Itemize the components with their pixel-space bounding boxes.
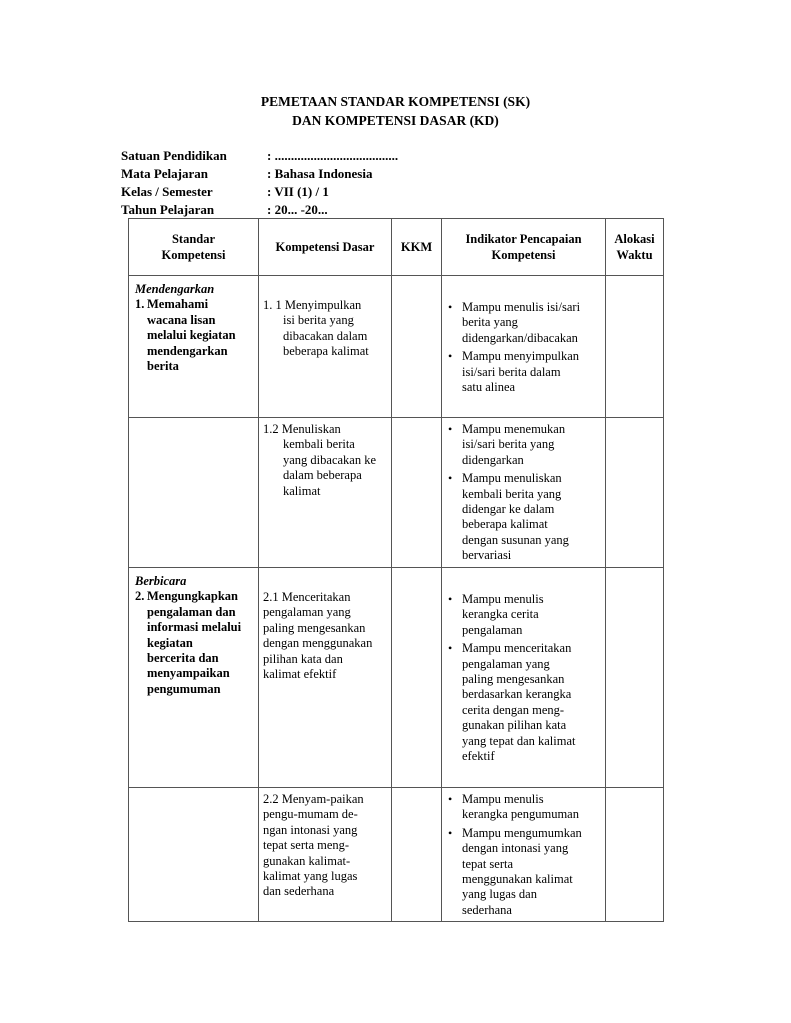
table-row: [129, 788, 664, 922]
standard-text: Mengungkapkan: [147, 589, 239, 604]
indicator-text-line: pengalaman yang: [462, 656, 550, 671]
table-header-row: [129, 219, 664, 276]
indicator-text-line: Mampu menuliskan: [462, 471, 562, 486]
standard-text-line: [135, 297, 254, 312]
kd-text-line: gunakan kalimat-: [263, 853, 351, 868]
header-text: Indikator Pencapaian: [465, 232, 582, 246]
info-label: Mata Pelajaran: [121, 166, 209, 181]
kd-heading: 1.2 Menuliskan: [263, 422, 341, 436]
info-row-satuan-pendidikan: [121, 148, 398, 164]
kd-text-line: dibacakan dalam: [283, 328, 368, 343]
indicator-text-line: kerangka cerita: [462, 607, 539, 622]
indicator-item: [444, 422, 601, 468]
indicator-text-line: efektif: [462, 749, 495, 764]
kd-text-line: kalimat yang lugas: [263, 869, 358, 884]
cell-alokasi-waktu: [606, 276, 664, 418]
bullet-icon: •: [448, 349, 453, 364]
header-text: Kompetensi Dasar: [275, 240, 375, 254]
bullet-icon: •: [448, 300, 453, 314]
indicator-text-line: dengan susunan yang: [462, 532, 569, 547]
kd-text-line: dan sederhana: [263, 884, 335, 899]
indicator-text-line: Mampu menceritakan: [462, 641, 572, 656]
indicator-list: [444, 592, 601, 764]
header-kkm: [392, 219, 442, 276]
kd-text-line: tepat serta meng-: [263, 838, 350, 853]
indicator-text-line: didengarkan: [462, 452, 524, 467]
header-text: KKM: [400, 240, 433, 254]
kd-text-line: paling mengesankan: [263, 620, 366, 635]
section-label: Berbicara: [135, 574, 187, 588]
indicator-text-line: cerita dengan meng-: [462, 702, 565, 717]
indicator-item: [444, 792, 601, 823]
indicator-item: [444, 349, 601, 395]
indicator-text-line: yang lugas dan: [462, 887, 537, 902]
kd-text-line: yang dibacakan ke: [283, 452, 377, 467]
indicator-text-line: didengar ke dalam: [462, 502, 555, 517]
info-value: : ......................................: [267, 148, 399, 163]
kd-text-line: isi berita yang: [283, 313, 354, 328]
header-standar-kompetensi: [129, 219, 259, 276]
standard-text-line: [135, 589, 254, 604]
table-row: [129, 276, 664, 418]
indicator-text-line: dengan intonasi yang: [462, 841, 569, 856]
bullet-icon: •: [448, 641, 453, 656]
header-indikator: [442, 219, 606, 276]
kd-text-line: beberapa kalimat: [283, 344, 369, 359]
cell-indikator: [442, 418, 606, 568]
kd-text-line: dengan menggunakan: [263, 636, 373, 651]
header-text: Kompetensi: [491, 248, 556, 262]
cell-kkm: [392, 418, 442, 568]
cell-kompetensi-dasar: [259, 788, 392, 922]
info-value: : 20... -20...: [267, 202, 328, 217]
table-row: [129, 568, 664, 788]
indicator-text-line: pengalaman: [462, 622, 523, 637]
info-value: : VII (1) / 1: [267, 184, 329, 199]
header-text: Waktu: [616, 248, 653, 262]
bullet-icon: •: [448, 825, 453, 840]
standard-number: 2.: [135, 589, 145, 604]
indicator-text-line: isi/sari berita yang: [462, 437, 555, 452]
indicator-text-line: isi/sari berita dalam: [462, 364, 561, 379]
standard-text-line: bercerita dan: [147, 651, 219, 666]
info-row-tahun-pelajaran: [121, 202, 328, 218]
info-row-kelas-semester: [121, 184, 329, 200]
indicator-text-line: Mampu menulis isi/sari: [462, 300, 581, 314]
indicator-text-line: Mampu menulis: [462, 792, 544, 806]
indicator-text-line: berita yang: [462, 315, 518, 330]
indicator-text-line: bervariasi: [462, 548, 512, 563]
indicator-item: [444, 826, 601, 918]
cell-kompetensi-dasar: [259, 418, 392, 568]
indicator-text-line: gunakan pilihan kata: [462, 718, 567, 733]
standard-text-line: berita: [147, 359, 179, 374]
kd-text-line: kembali berita: [283, 437, 355, 452]
standard-text-line: pengumuman: [147, 681, 221, 696]
indicator-item: [444, 471, 601, 563]
document-title-line-2: DAN KOMPETENSI DASAR (KD): [292, 113, 499, 128]
standard-text-line: melalui kegiatan: [147, 328, 236, 343]
cell-kompetensi-dasar: [259, 276, 392, 418]
cell-kkm: [392, 788, 442, 922]
cell-alokasi-waktu: [606, 418, 664, 568]
standard-text-line: menyampaikan: [147, 666, 230, 681]
bullet-icon: •: [448, 422, 453, 436]
standard-text-line: mendengarkan: [147, 343, 228, 358]
indicator-item: [444, 300, 601, 346]
bullet-icon: •: [448, 592, 453, 606]
cell-standar-kompetensi: [129, 788, 259, 922]
cell-indikator: [442, 568, 606, 788]
info-row-mata-pelajaran: [121, 166, 372, 182]
cell-kkm: [392, 276, 442, 418]
bullet-icon: •: [448, 792, 453, 806]
standard-text-line: wacana lisan: [147, 312, 216, 327]
indicator-text-line: tepat serta: [462, 856, 514, 871]
header-alokasi-waktu: [606, 219, 664, 276]
header-text: Alokasi: [614, 232, 655, 246]
indicator-text-line: didengarkan/dibacakan: [462, 330, 578, 345]
indicator-text-line: Mampu menulis: [462, 592, 544, 606]
kd-text-line: pengu-mumam de-: [263, 807, 358, 822]
cell-standar-kompetensi: [129, 568, 259, 788]
cell-alokasi-waktu: [606, 568, 664, 788]
kd-heading: 2.1 Menceritakan: [263, 590, 351, 604]
section-label: Mendengarkan: [135, 282, 215, 296]
indicator-text-line: sederhana: [462, 902, 512, 917]
cell-indikator: [442, 788, 606, 922]
indicator-item: [444, 641, 601, 764]
info-value: : Bahasa Indonesia: [267, 166, 373, 181]
indicator-text-line: satu alinea: [462, 380, 516, 395]
indicator-text-line: Mampu mengumumkan: [462, 825, 582, 840]
cell-standar-kompetensi: [129, 276, 259, 418]
indicator-list: [444, 792, 601, 918]
indicator-text-line: Mampu menemukan: [462, 422, 566, 436]
indicator-text-line: beberapa kalimat: [462, 517, 548, 532]
indicator-text-line: kerangka pengumuman: [462, 807, 579, 822]
kd-text-line: kalimat efektif: [263, 667, 337, 682]
kd-heading: 1. 1 Menyimpulkan: [263, 298, 362, 312]
cell-standar-kompetensi: [129, 418, 259, 568]
indicator-text-line: menggunakan kalimat: [462, 872, 573, 887]
indicator-list: [444, 422, 601, 564]
kd-text-line: pengalaman yang: [263, 605, 351, 620]
indicator-text-line: yang tepat dan kalimat: [462, 733, 576, 748]
cell-indikator: [442, 276, 606, 418]
cell-kkm: [392, 568, 442, 788]
kd-text-line: pilihan kata dan: [263, 651, 343, 666]
indicator-text-line: kembali berita yang: [462, 486, 562, 501]
standard-text: Memahami: [147, 297, 209, 312]
indicator-item: [444, 592, 601, 638]
info-label: Satuan Pendidikan: [121, 148, 227, 163]
indicator-text-line: paling mengesankan: [462, 672, 565, 687]
indicator-text-line: berdasarkan kerangka: [462, 687, 572, 702]
header-kompetensi-dasar: [259, 219, 392, 276]
cell-alokasi-waktu: [606, 788, 664, 922]
kd-text-line: ngan intonasi yang: [263, 822, 358, 837]
header-text: Standar: [171, 232, 216, 246]
document-title-line-1: PEMETAAN STANDAR KOMPETENSI (SK): [260, 94, 531, 109]
kd-text-line: kalimat: [283, 483, 321, 498]
competency-mapping-table: [128, 218, 664, 922]
kd-text-line: dalam beberapa: [283, 468, 362, 483]
standard-number: 1.: [135, 297, 145, 312]
bullet-icon: •: [448, 471, 453, 486]
standard-text-line: pengalaman dan: [147, 604, 236, 619]
standard-text-line: informasi melalui: [147, 620, 242, 635]
table-row: [129, 418, 664, 568]
kd-heading: 2.2 Menyam-paikan: [263, 792, 364, 806]
indicator-list: [444, 300, 601, 395]
standard-text-line: kegiatan: [147, 635, 193, 650]
info-label: Tahun Pelajaran: [121, 202, 215, 217]
cell-kompetensi-dasar: [259, 568, 392, 788]
indicator-text-line: Mampu menyimpulkan: [462, 349, 579, 364]
header-text: Kompetensi: [161, 248, 226, 262]
info-label: Kelas / Semester: [121, 184, 213, 199]
